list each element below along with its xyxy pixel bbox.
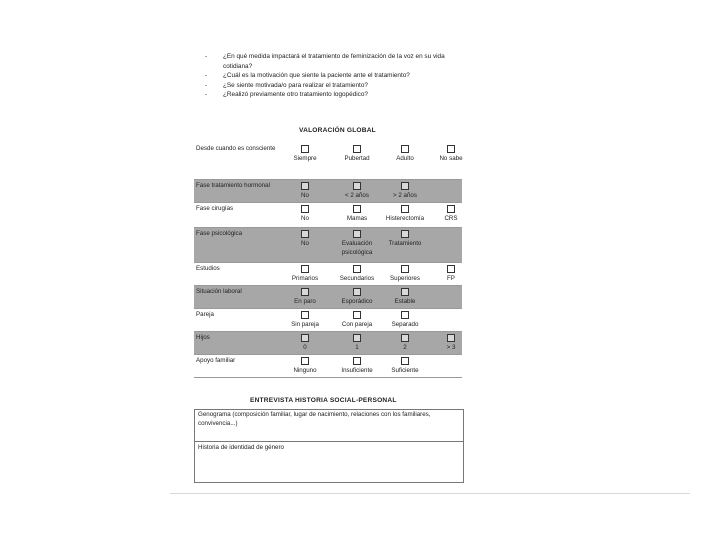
checkbox[interactable] [353,205,361,213]
checkbox[interactable] [447,265,455,273]
option-label: Suficiente [391,367,419,374]
checkbox[interactable] [353,145,361,153]
valoracion-table [194,143,462,378]
checkbox[interactable] [301,288,309,296]
option-cell [330,264,384,284]
option-label: Esporádico [341,298,373,305]
valoracion-title: VALORACIÓN GLOBAL [299,127,376,134]
option-cell [378,181,432,201]
checkbox[interactable] [353,357,361,365]
row-label: Situación laboral [196,288,242,295]
option-label: Insuficiente [341,367,373,374]
checkbox[interactable] [301,230,309,238]
option-cell [378,229,432,249]
option-cell [330,333,384,353]
valoracion-row [194,180,462,203]
list-item: - ¿Realizó previamente otro tratamiento logopédico? [205,90,475,100]
identidad-row: Historia de identidad de género [198,444,284,451]
valoracion-row [194,309,462,332]
option-cell [424,264,478,284]
option-cell [378,356,432,376]
checkbox[interactable] [447,205,455,213]
option-label: Siempre [293,155,317,162]
option-cell [330,144,384,164]
option-label: Adulto [396,155,414,162]
valoracion-row [194,286,462,309]
option-cell [278,287,332,307]
option-cell [278,204,332,224]
option-cell [378,310,432,330]
option-cell [424,204,478,224]
checkbox[interactable] [401,334,409,342]
question-text: ¿En qué medida impactará el tratamiento de feminización de la voz en su vida cotidiana? [223,53,445,70]
option-cell [278,264,332,284]
row-label: Fase psicológica [196,230,243,237]
question-list [205,52,475,100]
option-label: Histerectomía [385,215,425,222]
option-label: Sin pareja [291,321,319,328]
option-label: 0 [303,344,307,351]
genograma-row: Genograma (composición familiar, lugar de nacimiento, relaciones con los familiares, convivencia...) [195,410,463,442]
row-label: Pareja [196,311,214,318]
option-label: No sabe [439,155,463,162]
valoracion-row [194,143,462,180]
option-label: Con pareja [341,321,373,328]
option-label: Secundarios [339,275,375,282]
option-label: < 2 años [345,192,369,199]
row-label: Fase tratamiento hormonal [196,182,270,189]
option-label: Mamas [346,215,368,222]
list-item: - ¿Cuál es la motivación que siente la paciente ante el tratamiento? [205,71,475,81]
checkbox[interactable] [353,265,361,273]
option-label: Ninguno [293,367,317,374]
option-label: > 2 años [393,192,417,199]
checkbox[interactable] [401,288,409,296]
checkbox[interactable] [447,145,455,153]
question-text: ¿Se siente motivada/o para realizar el tratamiento? [223,81,368,89]
divider [170,493,690,494]
row-label: Estudios [196,265,220,272]
option-cell [330,356,384,376]
option-label: 1 [355,344,359,351]
option-label: Superiores [390,275,420,282]
option-label: FP [447,275,455,282]
checkbox[interactable] [401,265,409,273]
checkbox[interactable] [301,265,309,273]
option-cell [278,310,332,330]
option-label: 2 [403,344,407,351]
valoracion-row [194,203,462,228]
valoracion-row [194,228,462,263]
option-cell [278,229,332,249]
checkbox[interactable] [353,182,361,190]
option-cell [330,181,384,201]
valoracion-row [194,332,462,355]
option-label: Separado [391,321,419,328]
checkbox[interactable] [301,145,309,153]
option-cell [330,287,384,307]
list-item: - ¿En qué medida impactará el tratamiento de feminización de la voz en su vida cotidiana? [205,52,475,71]
option-cell [330,204,384,224]
checkbox[interactable] [447,334,455,342]
checkbox[interactable] [353,288,361,296]
option-cell [424,333,478,353]
valoracion-row [194,355,462,378]
option-label: CRS [444,215,458,222]
option-label: Primarios [291,275,319,282]
checkbox[interactable] [301,357,309,365]
option-cell [278,144,332,164]
question-text: ¿Cuál es la motivación que siente la paciente ante el tratamiento? [223,72,410,80]
option-label: Tratamiento [388,240,422,247]
checkbox[interactable] [353,230,361,238]
option-cell [278,333,332,353]
option-label: No [301,240,309,247]
option-cell [278,356,332,376]
checkbox[interactable] [401,230,409,238]
list-item: - ¿Se siente motivada/o para realizar el tratamiento? [205,81,475,91]
row-label: Apoyo familiar [196,357,236,364]
checkbox[interactable] [353,334,361,342]
row-label: Desde cuando es consciente [196,145,276,152]
option-cell [330,229,384,257]
option-cell [378,287,432,307]
option-cell [424,144,478,164]
option-label: > 3 [446,344,456,351]
checkbox[interactable] [401,311,409,319]
option-label: Estable [394,298,416,305]
checkbox[interactable] [353,311,361,319]
row-label: Fase cirugías [196,205,234,212]
row-label: Hijos [196,334,210,341]
checkbox[interactable] [301,205,309,213]
checkbox[interactable] [301,182,309,190]
option-label: Pubertad [344,155,370,162]
checkbox[interactable] [401,182,409,190]
entrevista-table [194,409,464,483]
question-text: ¿Realizó previamente otro tratamiento logopédico? [223,91,368,99]
option-cell [278,181,332,201]
option-label: En paro [294,298,316,305]
checkbox[interactable] [401,145,409,153]
option-label: Evaluación psicológica [341,240,373,256]
option-cell [330,310,384,330]
checkbox[interactable] [401,205,409,213]
checkbox[interactable] [301,334,309,342]
checkbox[interactable] [401,357,409,365]
valoracion-row [194,263,462,286]
option-label: No [301,215,309,222]
option-label: No [301,192,309,199]
entrevista-title: ENTREVISTA HISTORIA SOCIAL-PERSONAL [250,397,397,404]
checkbox[interactable] [301,311,309,319]
